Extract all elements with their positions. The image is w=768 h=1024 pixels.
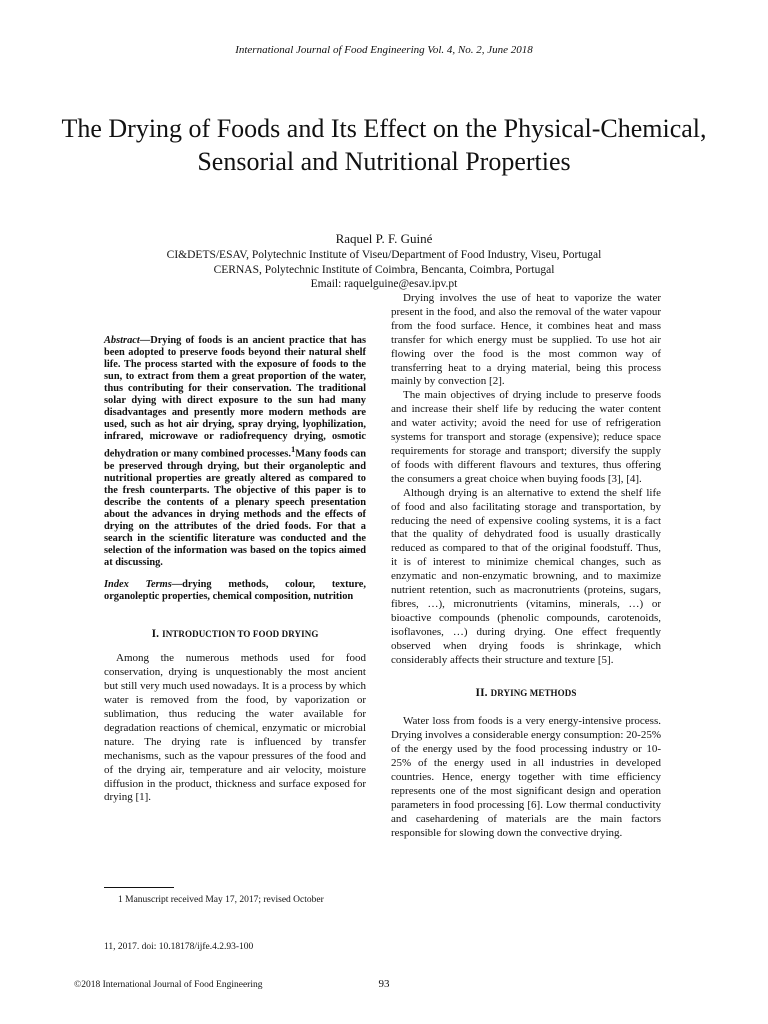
abstract-label: Abstract [104, 335, 140, 346]
abstract-text-continued: Many foods can be preserved through drying, but their organoleptic and nutritional properties are greatly altered as compared to the fresh counterparts. The objective of this paper is to describe the contents of a plenary speech presentation about the advances in drying methods and the effects of drying on the attributes of the dried foods. For that a search in the scientific literature was conducted and the selection of the information was based on the topics aimed at discussing. [104, 448, 366, 569]
footnote-line-1: 1 Manuscript received May 17, 2017; revised October [118, 895, 324, 905]
author-affiliation-1: CI&DETS/ESAV, Polytechnic Institute of Viseu/Department of Food Industry, Viseu, Portugal [166, 249, 602, 261]
section-title-text: INTRODUCTION TO FOOD DRYING [162, 629, 319, 640]
body-paragraph-1: Drying involves the use of heat to vaporize the water present in the food, and also the removal of the water vapour from the food surface. Hence, it combines heat and mass transfer for which energy must be supplied. To use hot air flowing over the food is the most common way of transferring heat to a drying material, being this process mainly by convection [2]. [391, 292, 661, 388]
paper-title: The Drying of Foods and Its Effect on the Physical-Chemical, Sensorial and Nutritional Properties [61, 114, 707, 176]
page-number: 93 [378, 978, 390, 990]
footnote-marker: 1 [290, 444, 296, 455]
abstract [104, 335, 366, 569]
intro-paragraph-1: Among the numerous methods used for food conservation, drying is unquestionably the most ancient but still very much used nowadays. It is a process by which water is removed from the food, by vaporization or sublimation, thus reducing the water available for degradation reactions of chemical, enzymatic or microbial nature. The drying rate is influenced by transfer mechanisms, such as the vapour pressures of the food and of the drying air, temperature and air velocity, moisture diffusion in the product, thickness and surface exposed for drying [1]. [104, 652, 366, 804]
drying-methods-paragraph-1: Water loss from foods is a very energy-intensive process. Drying involves a considerable energy consumption: 20-25% of the energy used by the food processing industry or 10-25% of the energy used in all industries in developed countries. Hence, energy together with time efficiency represents one of the most significant design and operation parameters in food processing [6]. Low thermal conductivity and casehardening of materials are the main factors responsible for slowing down the convective drying. [391, 715, 661, 839]
index-terms-text: —drying methods, colour, texture, organoleptic properties, chemical composition, nutrition [104, 579, 366, 603]
body-paragraph-3: Although drying is an alternative to extend the shelf life of food and also facilitating storage and transportation, by reducing the need of expensive cooling systems, it is a fact that the quality of dehydrated food is usually drastically reduced as compared to that of the original foodstuff. Thus, it is of interest to minimize chemical changes, such as enzymatic and non-enzymatic browning, and to maximize nutrient retention, such as macronutrients (proteins, sugars, fibres, …), micronutrients (vitamins, minerals, …) or bioactive compounds (phenolic compounds, carotenoids, isoflavones, …) during drying. One effect frequently observed when drying foods is shrinkage, which considerably affects their structure and texture [5]. [391, 486, 661, 666]
body-paragraph-2: The main objectives of drying include to preserve foods and increase their shelf life by reducing the water content and water activity; avoid the need for use of refrigeration systems for transport and storage (expensive); reduce space requirements for storage and transport; diversify the supply of foods with different flavours and textures, thus offering the consumers a great choice when buying foods [3], [4]. [391, 389, 661, 485]
section-numeral: I. [151, 628, 163, 641]
copyright-notice: ©2018 International Journal of Food Engineering [74, 980, 263, 990]
left-column [104, 335, 366, 805]
abstract-text: —Drying of foods is an ancient practice that has been adopted to preserve foods beyond their natural shelf life. The process started with the exposure of foods to the sun, to extract from them a great proportion of the water, thus contributing for their conservation. The traditional solar dying with direct exposure to the sun had many disadvantages and presently more modern methods are used, such as hot air drying, spray drying, lyophilization, infrared, microwave or radiofrequency drying, osmotic dehydration or many combined processes. [104, 335, 366, 460]
author-email: Email: raquelguine@esav.ipv.pt [310, 278, 458, 290]
section-title-text: DRYING METHODS [490, 688, 577, 699]
section-heading-introduction [104, 628, 366, 641]
right-column [391, 292, 661, 841]
section-numeral: II. [475, 687, 491, 700]
footnote-line-2: 11, 2017. doi: 10.18178/ijfe.4.2.93-100 [104, 942, 254, 952]
footnote-divider [104, 887, 174, 888]
section-heading-drying-methods [391, 687, 661, 701]
index-terms-label: Index Terms [104, 579, 172, 591]
author-block [60, 230, 708, 292]
journal-header: International Journal of Food Engineering Vol. 4, No. 2, June 2018 [235, 44, 533, 56]
author-name: Raquel P. F. Guiné [335, 231, 433, 246]
index-terms [104, 579, 366, 603]
author-affiliation-2: CERNAS, Polytechnic Institute of Coimbra, Bencanta, Coimbra, Portugal [213, 263, 555, 276]
